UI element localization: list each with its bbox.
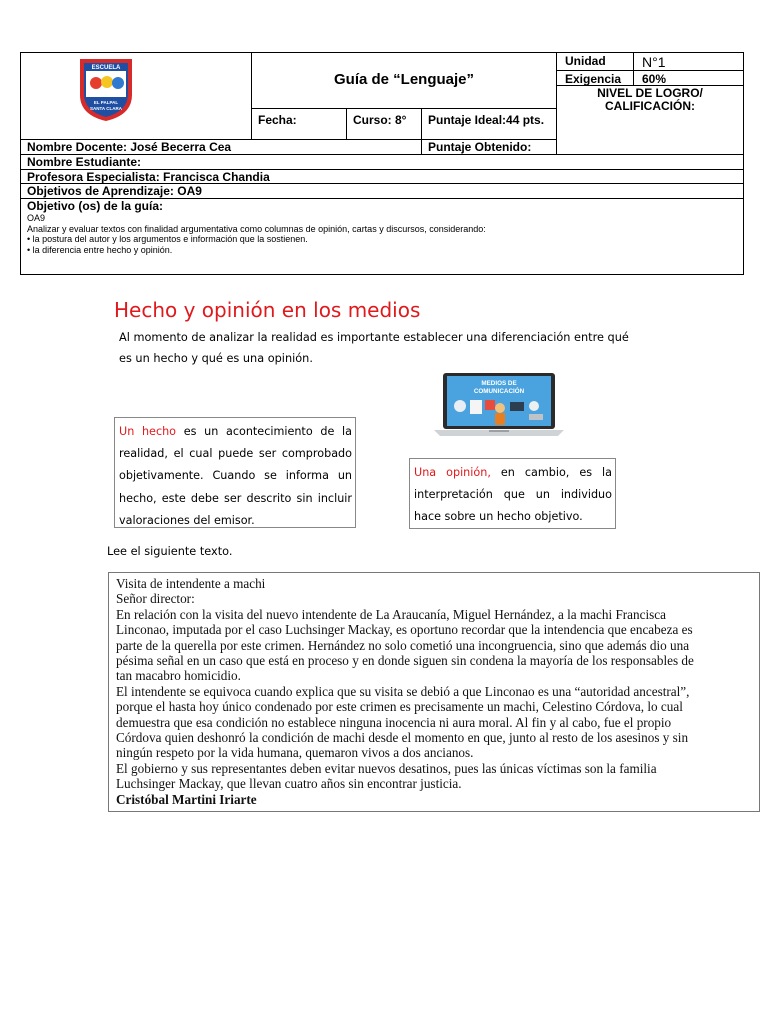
exigencia-value-cell — [633, 70, 744, 86]
docente-label: Nombre Docente: José Becerra Cea — [27, 140, 232, 154]
letter-line: demuestra que esa condición no establece ninguna inocencia ni aura moral. Al fin y al cabo, fue el propio — [116, 714, 672, 730]
letter-line: Luchsinger Mackay, que llevan cuatro años sin encontrar justicia. — [116, 776, 462, 792]
opinion-highlight: Una opinión, — [414, 466, 491, 479]
guide-title-cell — [251, 52, 557, 109]
hecho-line — [119, 421, 352, 443]
logo-bottom-text-2: SANTA CLARA — [90, 106, 122, 111]
reading-instruction: Lee el siguiente texto. — [107, 545, 233, 558]
svg-text:COMUNICACIÓN: COMUNICACIÓN — [473, 388, 525, 395]
opinion-line — [414, 462, 612, 484]
letter-content — [116, 576, 753, 807]
objetivo-line: Analizar y evaluar textos con finalidad argumentativa como columnas de opinión, cartas y discursos, considerando: — [27, 223, 486, 234]
curso-cell — [346, 108, 422, 140]
unidad-value: N°1 — [642, 54, 666, 70]
objetivo-guia-label: Objetivo (os) de la guía: — [27, 199, 164, 213]
nivel-logro-cell — [556, 85, 744, 155]
school-logo-icon — [76, 55, 136, 123]
puntaje-obtenido-label: Puntaje Obtenido: — [428, 140, 532, 154]
exigencia-label-cell — [556, 70, 634, 86]
letter-title: Visita de intendente a machi — [116, 576, 266, 591]
profesora-label: Profesora Especialista: Francisca Chandia — [27, 170, 270, 184]
curso-label: Curso: 8° — [353, 113, 407, 127]
estudiante-row — [20, 154, 744, 170]
opinion-definition-box — [409, 458, 616, 529]
intro-line-1: Al momento de analizar la realidad es importante establecer una diferenciación entre qué — [119, 331, 629, 344]
opinion-line-text: en cambio, es la — [490, 466, 613, 479]
nivel-logro-label: NIVEL DE LOGRO/ CALIFICACIÓN: — [597, 86, 703, 113]
letter-signature: Cristóbal Martini Iriarte — [116, 791, 257, 807]
svg-text:MEDIOS DE: MEDIOS DE — [481, 380, 517, 387]
objetivos-label: Objetivos de Aprendizaje: OA9 — [27, 184, 202, 198]
fecha-cell — [251, 108, 347, 140]
intro-line-2: es un hecho y qué es una opinión. — [119, 352, 313, 365]
hecho-line: realidad, el cual puede ser comprobado — [119, 447, 352, 461]
hecho-definition-box — [114, 417, 356, 528]
objetivos-row — [20, 183, 744, 199]
section-title: Hecho y opinión en los medios — [114, 298, 421, 322]
logo-bottom-text: EL PALPAL — [93, 100, 119, 105]
letter-line: ningún respeto por la vida humana, quemaron vivos a dos ancianos. — [116, 745, 474, 761]
unidad-label-cell — [556, 52, 634, 71]
hecho-highlight: Un hecho — [119, 425, 177, 438]
letter-line: pésima señal en un caso que está en proceso y en donde siguen sin condena la mayoría de los responsables de — [116, 653, 694, 669]
opinion-text — [414, 462, 612, 529]
letter-salutation: Señor director: — [116, 591, 195, 607]
letter-line: En relación con la visita del nuevo intendente de La Araucanía, Miguel Hernández, a la machi Francisca — [116, 606, 666, 622]
exigencia-label: Exigencia — [565, 72, 622, 86]
puntaje-obtenido-cell — [421, 139, 557, 155]
estudiante-label: Nombre Estudiante: — [27, 155, 142, 169]
fecha-label: Fecha: — [258, 113, 297, 127]
unidad-value-cell — [633, 52, 744, 71]
letter-line: El gobierno y sus representantes deben evitar nuevos desatinos, pues las únicas víctimas son la familia — [116, 760, 657, 776]
opinion-line: interpretación que un individuo — [414, 488, 612, 502]
logo-top-text: ESCUELA — [91, 65, 121, 71]
letter-box — [108, 572, 760, 812]
letter-line: Linconao, imputada por el caso Luchsinger Mackay, es oportuno recordar que la intendencia que encabeza es — [116, 622, 693, 638]
puntaje-ideal-label: Puntaje Ideal:44 pts. — [428, 113, 545, 127]
puntaje-ideal-cell — [421, 108, 557, 140]
objetivo-line: • la postura del autor y los argumentos e información que la sostienen. — [27, 234, 308, 244]
guide-title: Guía de “Lenguaje” — [333, 71, 475, 88]
letter-line: porque el hasta hoy único condenado por este crimen es precisamente un machi, Celestino Córdova, lo cual — [116, 699, 683, 715]
hecho-line: hecho, este debe ser descrito sin incluir — [119, 491, 352, 505]
unidad-label: Unidad — [565, 54, 606, 68]
profesora-row — [20, 169, 744, 184]
objetivo-guia-row — [20, 198, 744, 275]
hecho-line: valoraciones del emisor. — [119, 513, 255, 527]
letter-line: Córdova quien deshonró la condición de machi desde el momento en que, junto al resto de los asesinos y sin — [116, 730, 689, 746]
logo-cell — [20, 52, 252, 140]
letter-line: El intendente se equivoca cuando explica que su visita se debió a que Linconao es una “autoridad ancestral”, — [116, 683, 690, 699]
hecho-line-text: es un acontecimiento de la — [176, 425, 352, 438]
exigencia-value: 60% — [642, 72, 667, 86]
media-laptop-icon — [434, 372, 564, 438]
opinion-line: hace sobre un hecho objetivo. — [414, 510, 583, 524]
letter-line: parte de la querella por este crimen. Hernández no solo cometió una incongruencia, sino que además dio una — [116, 637, 690, 653]
docente-cell — [20, 139, 422, 155]
objetivo-line: OA9 — [27, 213, 46, 223]
hecho-line: objetivamente. Cuando se informa un — [119, 469, 352, 483]
objetivo-line: • la diferencia entre hecho y opinión. — [27, 244, 173, 255]
hecho-text — [119, 421, 352, 532]
letter-line: tan macabro homicidio. — [116, 668, 241, 684]
objetivo-lines — [27, 213, 486, 255]
